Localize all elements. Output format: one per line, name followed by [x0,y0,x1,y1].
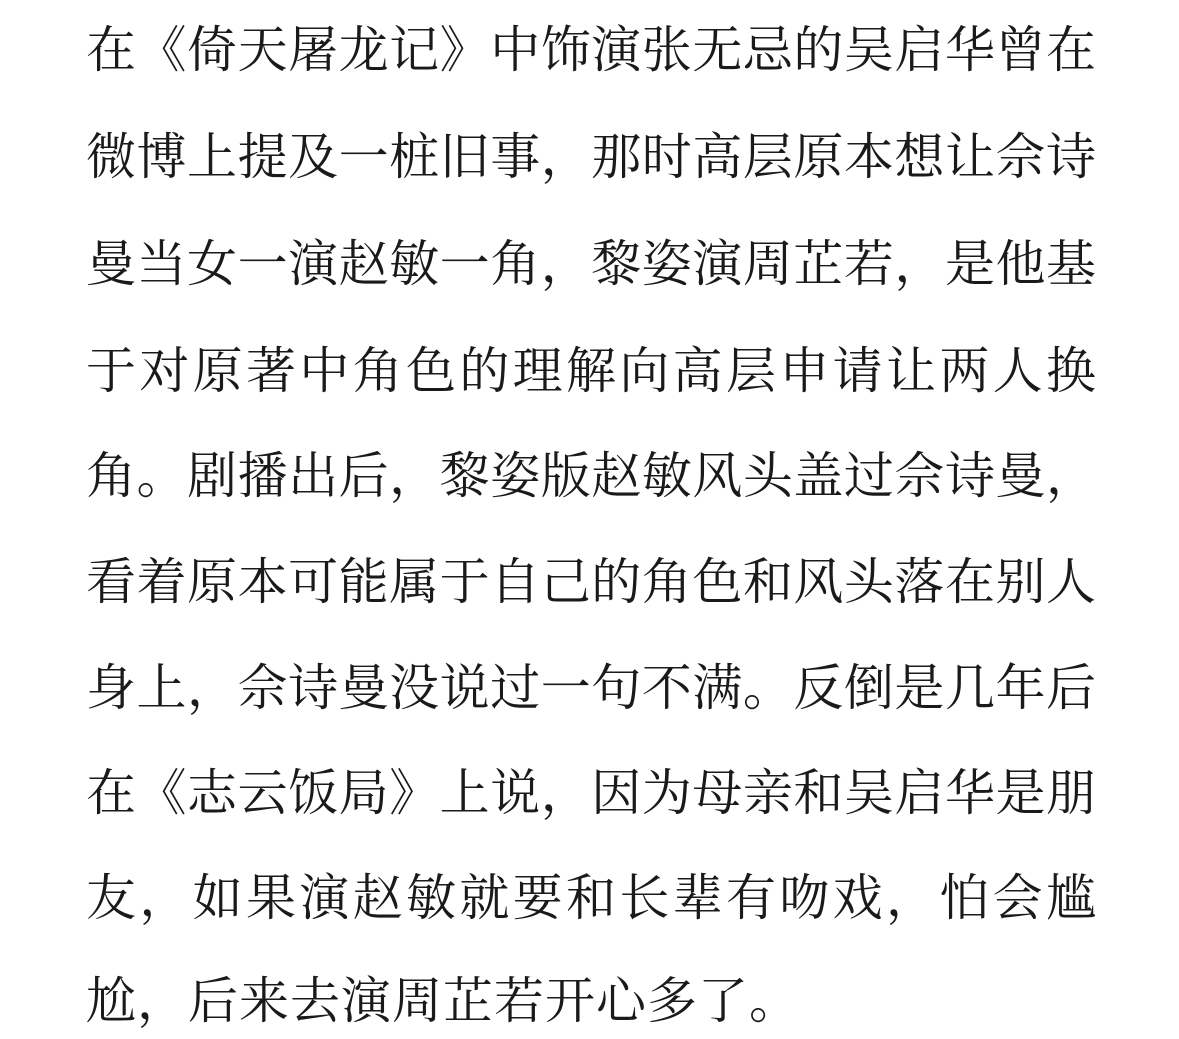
text-line: 在《志云饭局》上说，因为母亲和吴启华是朋 [86,764,1096,822]
text-line: 微博上提及一桩旧事，那时高层原本想让佘诗 [86,128,1096,186]
text-line: 尬，后来去演周芷若开心多了。 [86,972,800,1030]
text-line: 曼当女一演赵敏一角，黎姿演周芷若，是他基 [86,235,1096,293]
text-line: 看着原本可能属于自己的角色和风头落在别人 [86,553,1096,611]
text-line: 角。剧播出后，黎姿版赵敏风头盖过佘诗曼， [86,447,1096,505]
text-line: 在《倚天屠龙记》中饰演张无忌的吴启华曾在 [86,21,1096,79]
text-line: 于对原著中角色的理解向高层申请让两人换 [86,342,1096,400]
text-line: 友，如果演赵敏就要和长辈有吻戏，怕会尴 [86,869,1096,927]
text-line: 身上，佘诗曼没说过一句不满。反倒是几年后 [86,659,1096,717]
